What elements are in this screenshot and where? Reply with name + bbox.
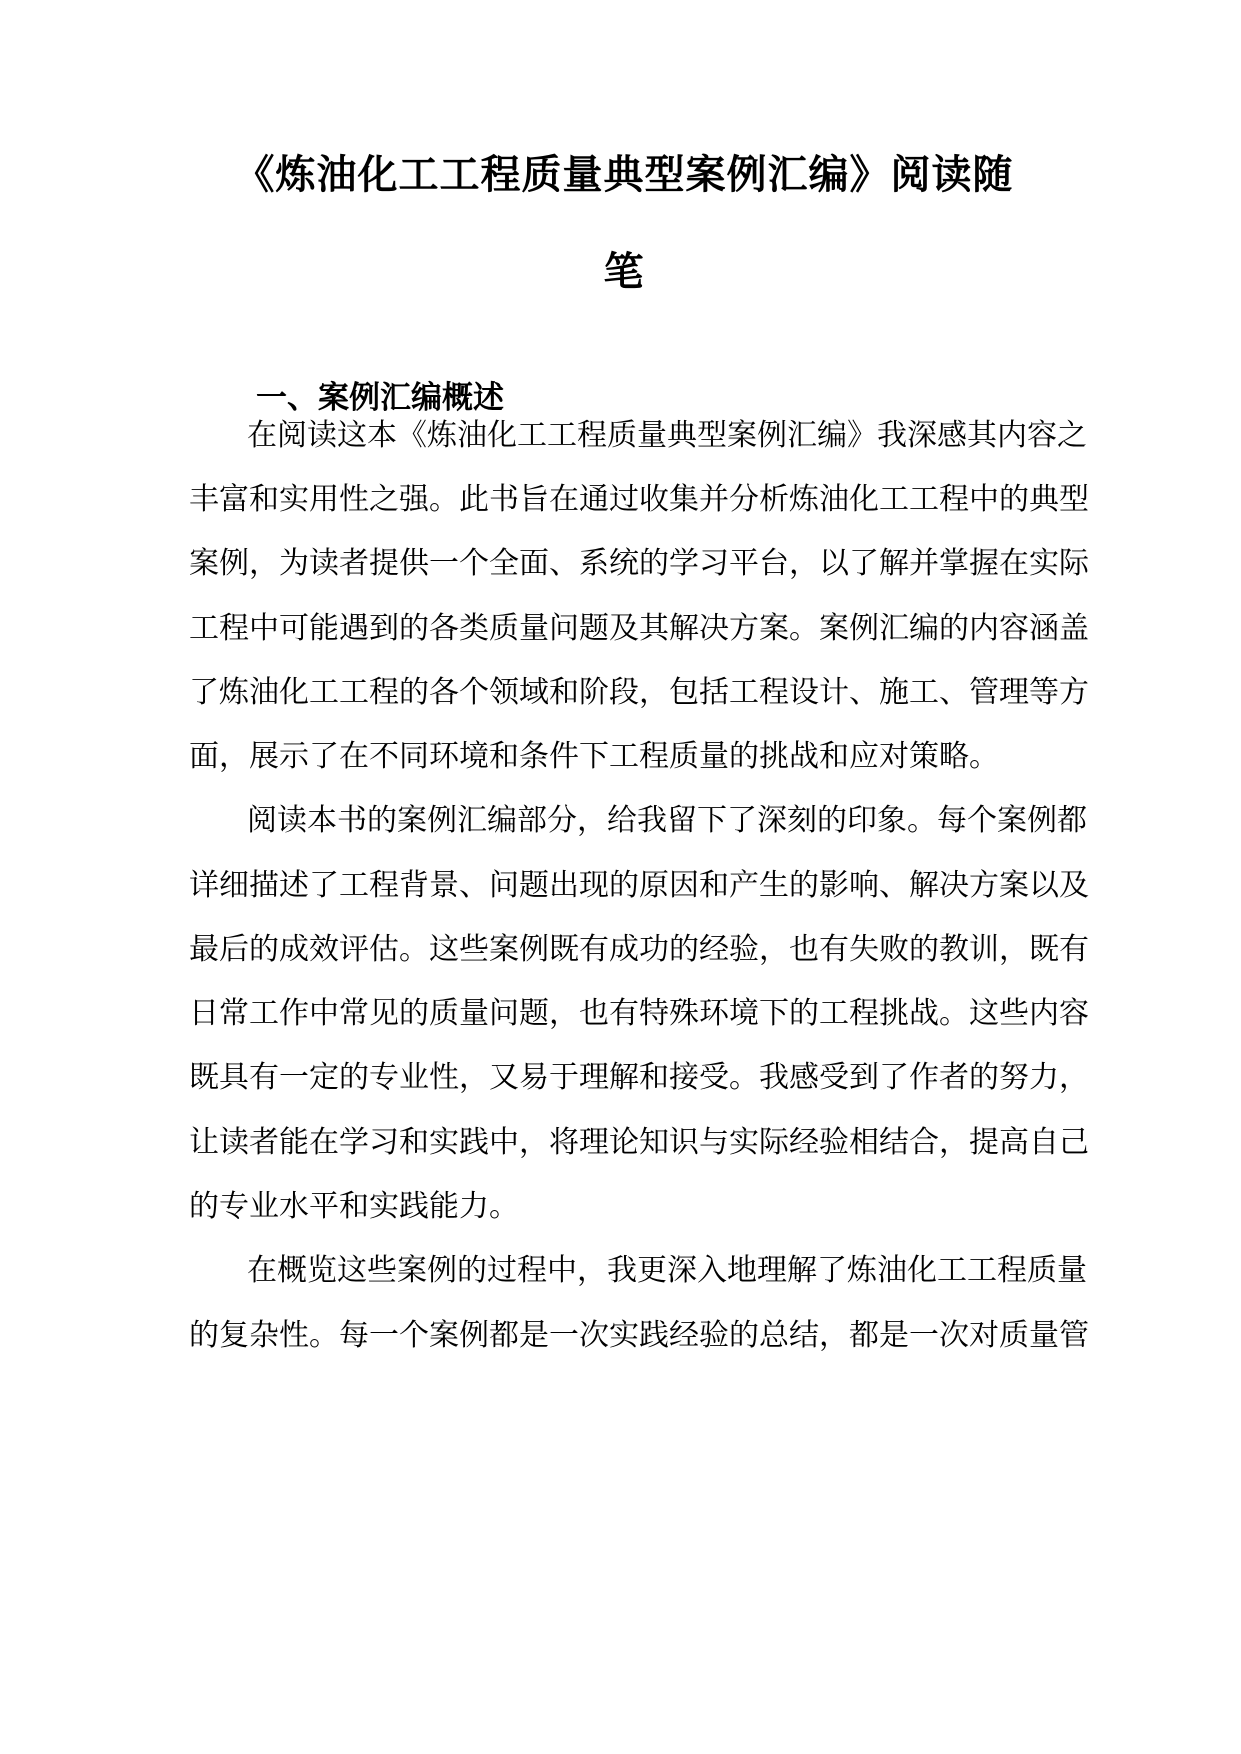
paragraph-2-line-3: 最后的成效评估。这些案例既有成功的经验，也有失败的教训，既有 [189, 932, 1089, 967]
paragraph-2-line-1: 阅读本书的案例汇编部分，给我留下了深刻的印象。每个案例都 [247, 803, 1087, 838]
paragraph-2-line-4: 日常工作中常见的质量问题，也有特殊环境下的工程挑战。这些内容 [189, 996, 1089, 1031]
paragraph-2-line-7: 的专业水平和实践能力。 [189, 1189, 519, 1224]
section-heading: 一、案例汇编概述 [256, 380, 504, 416]
paragraph-1-line-1: 在阅读这本《炼油化工工程质量典型案例汇编》我深感其内容之 [247, 418, 1087, 453]
paragraph-2-line-2: 详细描述了工程背景、问题出现的原因和产生的影响、解决方案以及 [189, 868, 1089, 903]
paragraph-2-line-5: 既具有一定的专业性，又易于理解和接受。我感受到了作者的努力， [189, 1060, 1089, 1095]
paragraph-1-line-3: 案例，为读者提供一个全面、系统的学习平台，以了解并掌握在实际 [189, 546, 1089, 581]
paragraph-1-line-6: 面，展示了在不同环境和条件下工程质量的挑战和应对策略。 [189, 739, 999, 774]
paragraph-3-line-1: 在概览这些案例的过程中，我更深入地理解了炼油化工工程质量 [247, 1253, 1087, 1288]
paragraph-2-line-6: 让读者能在学习和实践中，将理论知识与实际经验相结合，提高自己 [189, 1125, 1089, 1160]
paragraph-3-line-2: 的复杂性。每一个案例都是一次实践经验的总结，都是一次对质量管 [189, 1318, 1089, 1353]
paragraph-1-line-5: 了炼油化工工程的各个领域和阶段，包括工程设计、施工、管理等方 [189, 675, 1089, 710]
document-title-line-2: 笔 [603, 248, 645, 295]
paragraph-1-line-4: 工程中可能遇到的各类质量问题及其解决方案。案例汇编的内容涵盖 [189, 611, 1089, 646]
paragraph-1-line-2: 丰富和实用性之强。此书旨在通过收集并分析炼油化工工程中的典型 [189, 482, 1089, 517]
document-title-line-1: 《炼油化工工程质量典型案例汇编》阅读随 [234, 151, 1014, 198]
